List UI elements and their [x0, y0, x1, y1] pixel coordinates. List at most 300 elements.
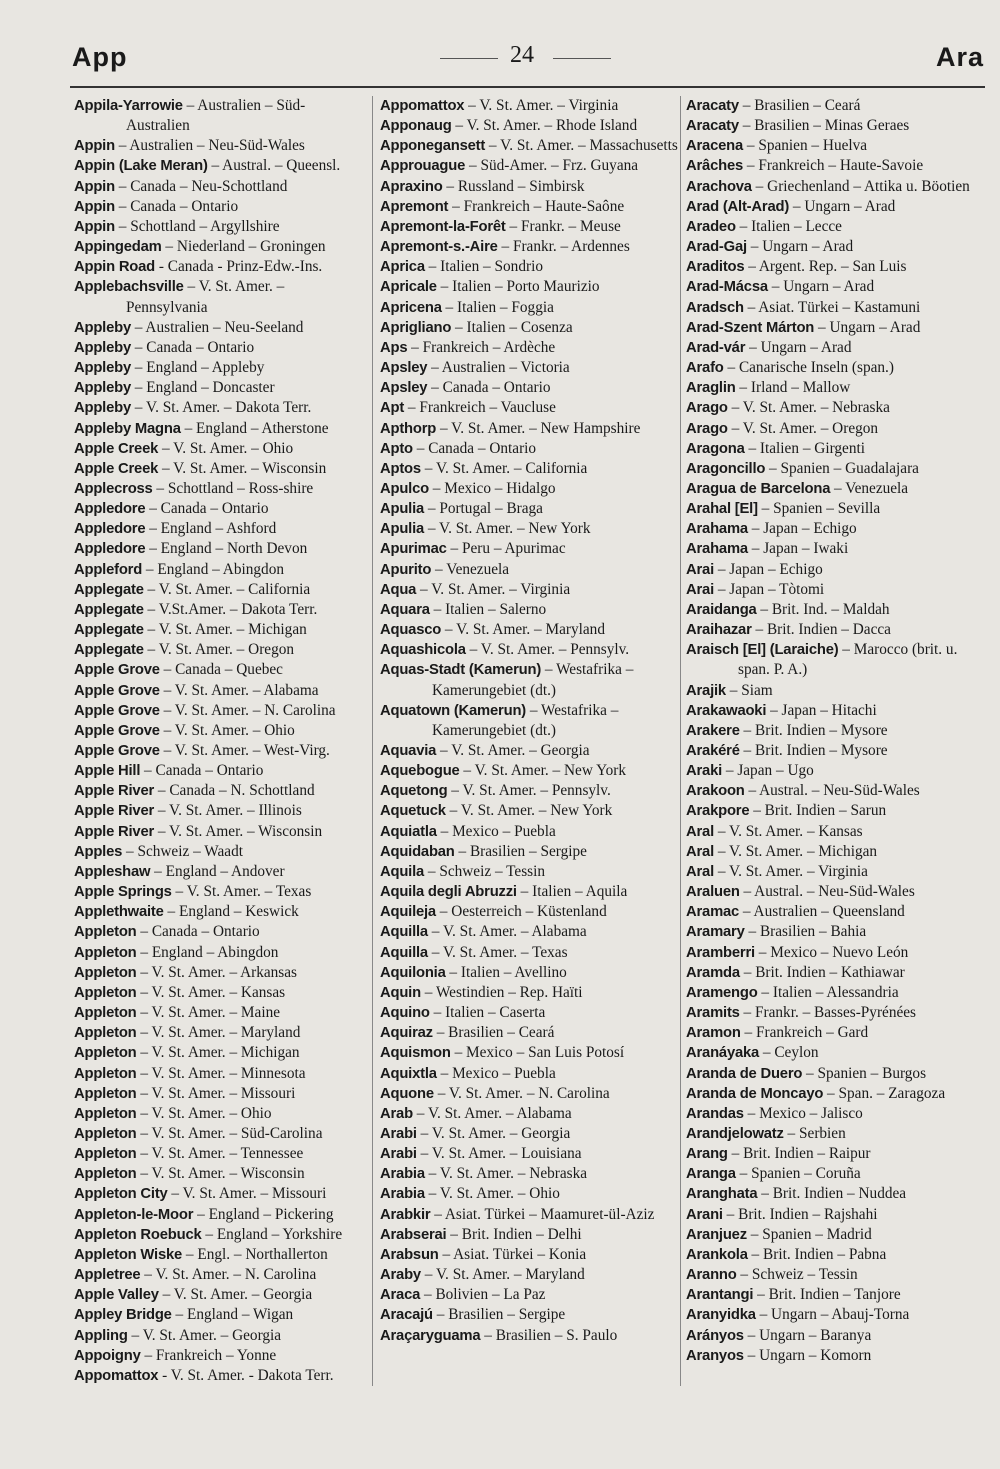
entry-location: – England – Abingdon	[142, 560, 284, 578]
entry-headword: Aramon	[686, 1025, 741, 1042]
entry-location: – Italien – Foggia	[441, 298, 554, 316]
gazetteer-entry	[74, 1346, 364, 1366]
entry-headword: Arahama	[686, 521, 748, 538]
entry-headword: Apulia	[380, 521, 425, 538]
gazetteer-entry	[74, 197, 364, 217]
entry-location: – Frankr. – Meuse	[505, 217, 621, 235]
gazetteer-entry	[74, 781, 364, 801]
entry-location: – Brasilien – Sergipe	[432, 1306, 566, 1324]
entry-headword: Arabsun	[380, 1246, 439, 1263]
entry-location: – Brit. Indien – Nuddea	[757, 1185, 907, 1203]
gazetteer-entry	[686, 1084, 976, 1104]
gazetteer-entry	[686, 560, 976, 580]
entry-headword: Appleton	[74, 1146, 137, 1163]
entry-location: – Frankreich – Vaucluse	[404, 399, 556, 417]
entry-location: – V. St. Amer. – N. Carolina	[433, 1084, 610, 1102]
header-rule-right	[553, 58, 611, 59]
entry-headword: Appleby Magna	[74, 420, 181, 437]
entry-location: – V. St. Amer. – Michigan	[136, 1044, 300, 1062]
gazetteer-entry	[686, 1346, 976, 1366]
entry-headword: Aquin	[380, 984, 421, 1001]
gazetteer-entry	[74, 1104, 364, 1124]
entry-location: – V. St. Amer. – Maryland	[441, 621, 605, 639]
page-header	[0, 38, 1000, 78]
entry-location: – V. St. Amer. – Maine	[136, 1004, 281, 1022]
gazetteer-entry	[74, 1305, 364, 1325]
entry-location: – Schweiz – Waadt	[122, 842, 243, 860]
gazetteer-entry	[380, 378, 680, 398]
entry-headword: Aquebogue	[380, 763, 460, 780]
gazetteer-entry	[74, 963, 364, 983]
gazetteer-entry	[686, 156, 976, 176]
entry-location: – Schweiz – Tessin	[736, 1266, 858, 1284]
entry-headword: Appleton	[74, 944, 137, 961]
entry-headword: Aracaty	[686, 98, 739, 114]
entry-headword: Aquixtla	[380, 1065, 437, 1082]
entry-location: – Westafrika – Kamerungebiet (dt.)	[432, 661, 634, 699]
gazetteer-entry	[74, 1064, 364, 1084]
gazetteer-entry	[686, 1144, 976, 1164]
entry-location: – Canada – Ontario	[427, 379, 551, 397]
entry-headword: Appleford	[74, 561, 143, 578]
entry-headword: Araby	[380, 1267, 421, 1284]
entry-headword: Aquetuck	[380, 803, 446, 820]
gazetteer-entry	[74, 237, 364, 257]
entry-location: – Argent. Rep. – San Luis	[744, 258, 907, 276]
entry-location: – V. St. Amer. – Michigan	[143, 621, 307, 639]
entry-headword: Aragoncillo	[686, 460, 766, 477]
entry-location: – V. St. Amer. – Ohio	[158, 439, 294, 457]
entry-location: – Frankr. – Ardennes	[497, 238, 630, 256]
gazetteer-entry	[380, 136, 680, 156]
entry-location: – England – Abingdon	[136, 943, 279, 961]
entry-location: – Schottland – Ross-shire	[152, 479, 314, 497]
entry-location: – V. St. Amer. – California	[143, 580, 311, 598]
header-divider	[70, 86, 985, 88]
entry-location: – Griechenland – Attika u. Böotien	[751, 177, 970, 195]
entry-location: – Japan – Echigo	[714, 560, 823, 578]
entry-headword: Arabia	[380, 1166, 425, 1183]
entry-location: – Australien – Queensland	[739, 903, 905, 921]
entry-headword: Araditos	[686, 259, 745, 276]
gazetteer-entry	[686, 1225, 976, 1245]
entry-headword: Aquilla	[380, 944, 428, 961]
entry-location: – Ungarn – Abauj-Torna	[755, 1306, 910, 1324]
gazetteer-entry	[380, 156, 680, 176]
entry-location: – Süd-Amer. – Frz. Guyana	[465, 157, 639, 175]
entry-headword: Aquas-Stadt (Kamerun)	[380, 662, 542, 679]
gazetteer-entry	[380, 1305, 680, 1325]
gazetteer-entry	[686, 620, 976, 640]
entry-headword: Araglin	[686, 380, 736, 397]
gazetteer-entry	[74, 1084, 364, 1104]
entry-headword: Araki	[686, 763, 723, 780]
entry-location: – Canada – Quebec	[159, 661, 283, 679]
entry-location: – Ungarn – Arad	[814, 318, 921, 336]
entry-location: – Canada – Ontario	[130, 338, 255, 356]
entry-location: – Brit. Indien – Tanjore	[753, 1286, 901, 1304]
gazetteer-entry	[380, 963, 680, 983]
gazetteer-entry	[686, 1265, 976, 1285]
gazetteer-entry	[686, 1245, 976, 1265]
entry-location: – V. St. Amer. – Illinois	[154, 802, 302, 820]
entry-location: – Irland – Mallow	[735, 379, 851, 397]
entry-location: – Brasilien – S. Paulo	[480, 1326, 618, 1344]
entry-location: – V. St. Amer. – Michigan	[714, 842, 878, 860]
entry-location: – Portugal – Braga	[424, 500, 543, 518]
gazetteer-entry	[380, 116, 680, 136]
gazetteer-entry	[380, 237, 680, 257]
entry-headword: Appin	[74, 138, 115, 155]
gazetteer-entry	[380, 539, 680, 559]
header-rule-left	[440, 58, 498, 59]
gazetteer-entry	[686, 741, 976, 761]
gazetteer-entry	[686, 318, 976, 338]
entry-location: – Brit. Indien – Rajshahi	[722, 1205, 878, 1223]
entry-headword: Arajik	[686, 682, 726, 699]
entry-location: – V. St. Amer. – Georgia	[416, 1124, 571, 1142]
entry-headword: Arad-Gaj	[686, 239, 747, 256]
gazetteer-entry	[686, 499, 976, 519]
entry-headword: Arad (Alt-Arad)	[686, 198, 790, 215]
entry-headword: Aquismon	[380, 1045, 451, 1062]
entry-headword: Applebachsville	[74, 279, 184, 296]
entry-location: – Canada – Ontario	[412, 439, 537, 457]
gazetteer-entry	[74, 660, 364, 680]
gazetteer-entry	[74, 580, 364, 600]
entry-headword: Arányos	[686, 1327, 744, 1344]
entry-location: – Canada – Ontario	[145, 500, 269, 518]
gazetteer-entry	[380, 96, 680, 116]
entry-location: – V. St. Amer. – Virginia	[464, 97, 619, 114]
entry-location: – Frankreich – Haute-Savoie	[743, 157, 924, 175]
gazetteer-entry	[380, 741, 680, 761]
gazetteer-entry	[74, 1164, 364, 1184]
entry-location: – V. St. Amer. – Oregon	[143, 641, 295, 659]
entry-location: – Brit. Indien – Kathiawar	[739, 963, 905, 981]
gazetteer-entry	[686, 237, 976, 257]
entry-headword: Appledore	[74, 521, 146, 538]
entry-headword: Appleby	[74, 339, 131, 356]
gazetteer-entry	[74, 1366, 364, 1386]
entry-location: – Peru – Apurimac	[446, 540, 566, 558]
gazetteer-entry	[74, 801, 364, 821]
entry-location: – Ungarn – Arad	[767, 278, 875, 296]
entry-headword: Aquone	[380, 1085, 434, 1102]
entry-location: – V. St. Amer. – Kansas	[136, 983, 286, 1001]
entry-headword: Appleton	[74, 1025, 137, 1042]
gazetteer-entry	[380, 419, 680, 439]
page-number: 24	[510, 42, 534, 68]
entry-headword: Aquidaban	[380, 843, 455, 860]
entry-location: – Japan – Ugo	[722, 762, 814, 780]
entry-location: – Serbien	[783, 1124, 846, 1142]
entry-headword: Aprica	[380, 259, 425, 276]
entry-headword: Aranyos	[686, 1347, 744, 1364]
gazetteer-entry	[380, 439, 680, 459]
gazetteer-entry	[686, 983, 976, 1003]
entry-headword: Aradsch	[686, 299, 744, 316]
gazetteer-entry	[380, 298, 680, 318]
entry-headword: Appleby	[74, 319, 131, 336]
entry-location: – Canada – Ontario	[114, 197, 239, 215]
entry-headword: Aranno	[686, 1267, 737, 1284]
entry-headword: Arabi	[380, 1146, 417, 1163]
entry-location: – Brit. Indien – Pabna	[747, 1245, 887, 1263]
gazetteer-entry	[74, 96, 364, 136]
entry-location: – V. St. Amer. – Alabama	[159, 681, 319, 699]
entry-location: – V. St. Amer. – Wisconsin	[158, 459, 327, 477]
gazetteer-entry	[380, 398, 680, 418]
entry-headword: Apples	[74, 843, 123, 860]
entry-headword: Appomattox	[380, 98, 465, 114]
gazetteer-entry	[686, 1164, 976, 1184]
entry-location: – Ungarn – Arad	[745, 338, 852, 356]
entry-location: – V. St. Amer. – Wisconsin	[136, 1165, 305, 1183]
gazetteer-entry	[380, 842, 680, 862]
entry-location: – V. St. Amer. – Rhode Island	[451, 117, 638, 135]
entry-headword: Arago	[686, 420, 728, 437]
gazetteer-entry	[74, 136, 364, 156]
entry-headword: Apremont	[380, 198, 449, 215]
entry-location: – Ungarn – Baranya	[743, 1326, 872, 1344]
entry-headword: Appleshaw	[74, 863, 151, 880]
entry-location: – Australien – Süd-Australien	[126, 97, 306, 135]
gazetteer-entry	[380, 701, 680, 741]
entry-location: – Venezuela	[431, 560, 510, 578]
entry-location: – Italien – Sondrio	[424, 258, 543, 276]
gazetteer-entry	[74, 983, 364, 1003]
entry-location: – Brasilien – Ceará	[432, 1024, 555, 1042]
entry-location: – Spanien – Guadalajara	[765, 459, 919, 477]
gazetteer-entry	[74, 1245, 364, 1265]
entry-location: – V. St. Amer. – West-Virg.	[159, 742, 330, 759]
entry-location: – Ungarn – Arad	[746, 238, 854, 256]
entry-headword: Appley Bridge	[74, 1307, 172, 1324]
gazetteer-entry	[74, 519, 364, 539]
gazetteer-entry	[74, 681, 364, 701]
gazetteer-entry	[686, 1023, 976, 1043]
entry-location: – V. St. Amer. – New York	[459, 762, 627, 780]
entry-location: – Mexico – Jalisco	[743, 1104, 863, 1122]
entry-headword: Arago	[686, 400, 728, 417]
gazetteer-entry	[686, 681, 976, 701]
gazetteer-entry	[686, 943, 976, 963]
entry-location: – Brit. Indien – Mysore	[739, 742, 888, 759]
entry-location: – Westindien – Rep. Haïti	[420, 983, 583, 1001]
gazetteer-entry	[74, 822, 364, 842]
entry-headword: Aquino	[380, 1005, 430, 1022]
entry-headword: Arabia	[380, 1186, 425, 1203]
gazetteer-entry	[686, 701, 976, 721]
entry-location: – V. St. Amer. – Dakota Terr.	[130, 399, 312, 417]
gazetteer-entry	[74, 842, 364, 862]
entry-location: – Brit. Indien – Raipur	[727, 1145, 871, 1163]
gazetteer-entry	[74, 539, 364, 559]
entry-headword: Aramary	[686, 924, 745, 941]
entry-headword: Arakawaoki	[686, 702, 767, 719]
gazetteer-entry	[380, 358, 680, 378]
gazetteer-entry	[686, 781, 976, 801]
gazetteer-entry	[380, 983, 680, 1003]
header-right-guideword: Ara	[935, 42, 984, 72]
gazetteer-entry	[380, 1144, 680, 1164]
gazetteer-entry	[686, 882, 976, 902]
entry-location: – V. St. Amer. – Massachusetts	[485, 137, 678, 155]
entry-location: – Italien – Lecce	[735, 217, 842, 235]
entry-headword: Arabi	[380, 1125, 417, 1142]
gazetteer-entry	[380, 640, 680, 660]
entry-headword: Appleton	[74, 1085, 137, 1102]
entry-location: – Brasilien – Sergipe	[454, 842, 587, 860]
entry-location: – V. St. Amer. – Ohio	[424, 1185, 560, 1203]
entry-location: – Schweiz – Tessin	[424, 862, 546, 880]
entry-location: – V. St. Amer. – Minnesota	[136, 1064, 306, 1082]
entry-headword: Apple Grove	[74, 682, 160, 699]
entry-location: – Canada – N. Schottland	[154, 782, 315, 800]
entry-headword: Applegate	[74, 642, 144, 659]
entry-location: – Italien – Porto Maurizio	[436, 278, 600, 296]
entry-location: – Canarische Inseln (span.)	[723, 359, 894, 377]
entry-location: – Italien – Avellino	[445, 963, 567, 981]
entry-location: – Italien – Aquila	[516, 883, 628, 901]
entry-headword: Apricena	[380, 299, 442, 316]
entry-location: – Frankreich – Ardèche	[407, 338, 556, 356]
gazetteer-entry	[380, 1104, 680, 1124]
entry-location: – Mexico – San Luis Potosí	[450, 1044, 625, 1062]
gazetteer-entry	[686, 398, 976, 418]
entry-location: – Span. – Zaragoza	[823, 1084, 946, 1102]
entry-headword: Arabserai	[380, 1226, 447, 1243]
entry-location: – V. St. Amer. – Georgia	[436, 742, 590, 759]
entry-location: – V. St. Amer. – Georgia	[127, 1326, 282, 1344]
entry-location: – England – Wigan	[171, 1306, 294, 1324]
gazetteer-entry	[74, 862, 364, 882]
gazetteer-entry	[686, 600, 976, 620]
gazetteer-entry	[74, 439, 364, 459]
entry-headword: Arabkir	[380, 1206, 431, 1223]
entry-location: – Engl. – Northallerton	[182, 1245, 328, 1263]
gazetteer-entry	[74, 358, 364, 378]
entry-headword: Aranáyaka	[686, 1045, 760, 1062]
entry-headword: Arankola	[686, 1246, 748, 1263]
gazetteer-entry	[74, 741, 364, 761]
entry-headword: Appingedam	[74, 239, 162, 256]
gazetteer-entry	[74, 1265, 364, 1285]
entry-headword: Appin	[74, 178, 115, 195]
entry-headword: Aquiraz	[380, 1025, 433, 1042]
gazetteer-entry	[686, 217, 976, 237]
entry-headword: Arakoon	[686, 783, 745, 800]
gazetteer-entry	[686, 761, 976, 781]
gazetteer-entry	[686, 338, 976, 358]
gazetteer-entry	[686, 922, 976, 942]
gazetteer-entry	[686, 1205, 976, 1225]
entry-headword: Arandjelowatz	[686, 1125, 784, 1142]
entry-location: – Japan – Echigo	[747, 520, 857, 538]
entry-location: – Frankr. – Basses-Pyrénées	[739, 1004, 917, 1022]
gazetteer-entry	[380, 902, 680, 922]
entry-headword: Aracaty	[686, 118, 739, 135]
gazetteer-entry	[74, 277, 364, 317]
entry-headword: Applegate	[74, 581, 144, 598]
gazetteer-entry	[686, 1184, 976, 1204]
gazetteer-entry	[686, 277, 976, 297]
gazetteer-entry	[74, 257, 364, 277]
entry-headword: Appling	[74, 1327, 128, 1344]
entry-headword: Appoigny	[74, 1347, 141, 1364]
gazetteer-entry	[686, 358, 976, 378]
gazetteer-entry	[686, 419, 976, 439]
entry-location: – Marocco (brit. u. span. P. A.)	[738, 641, 958, 679]
entry-headword: Arâches	[686, 158, 744, 175]
entry-headword: Apremont-s.-Aire	[380, 239, 498, 256]
entry-location: – V. St. Amer. – Louisiana	[416, 1145, 582, 1163]
gazetteer-entry	[686, 378, 976, 398]
entry-headword: Araisch [El] (Laraiche)	[686, 642, 839, 659]
gazetteer-entry	[686, 640, 976, 680]
gazetteer-entry	[380, 499, 680, 519]
gazetteer-entry	[380, 882, 680, 902]
column-1	[74, 96, 364, 1386]
entry-headword: Appleton	[74, 1166, 137, 1183]
entry-location: – England – Appleby	[130, 359, 265, 377]
gazetteer-entry	[380, 1164, 680, 1184]
gazetteer-entry	[380, 620, 680, 640]
entry-headword: Apple Valley	[74, 1287, 159, 1304]
entry-headword: Appleby	[74, 360, 131, 377]
entry-headword: Aranga	[686, 1166, 736, 1183]
entry-headword: Aral	[686, 823, 714, 840]
entry-headword: Applecross	[74, 480, 153, 497]
gazetteer-entry	[380, 761, 680, 781]
gazetteer-entry	[686, 136, 976, 156]
column-divider	[372, 96, 373, 1386]
entry-headword: Arad-vár	[686, 339, 746, 356]
entry-headword: Apt	[380, 400, 405, 417]
entry-headword: Aqua	[380, 581, 417, 598]
entry-headword: Apple Creek	[74, 460, 159, 477]
gazetteer-entry	[686, 721, 976, 741]
entry-location: – V. St. Amer. – California	[420, 459, 588, 477]
entry-location: – V. St. Amer. – Texas	[171, 883, 312, 901]
gazetteer-entry	[74, 459, 364, 479]
entry-headword: Applegate	[74, 622, 144, 639]
entry-headword: Araidanga	[686, 601, 757, 618]
gazetteer-entry	[380, 822, 680, 842]
entry-headword: Apurimac	[380, 541, 447, 558]
entry-headword: Appleton	[74, 1125, 137, 1142]
gazetteer-entry	[686, 902, 976, 922]
entry-headword: Appleton	[74, 924, 137, 941]
entry-headword: Apulco	[380, 480, 429, 497]
entry-location: – England – North Devon	[145, 540, 308, 558]
gazetteer-entry	[74, 1326, 364, 1346]
entry-location: – V. St. Amer. – Virginia	[416, 580, 571, 598]
gazetteer-entry	[74, 620, 364, 640]
gazetteer-entry	[380, 660, 680, 700]
entry-location: – Canada – Neu-Schottland	[114, 177, 288, 195]
gazetteer-entry	[74, 1003, 364, 1023]
entry-location: – Mexico – Puebla	[436, 1064, 556, 1082]
gazetteer-entry	[74, 560, 364, 580]
entry-location: – England – Doncaster	[130, 379, 275, 397]
entry-headword: Arani	[686, 1206, 723, 1223]
gazetteer-entry	[74, 1043, 364, 1063]
entry-headword: Aranda de Duero	[686, 1065, 803, 1082]
entry-location: – Westafrika – Kamerungebiet (dt.)	[432, 701, 619, 739]
entry-location: – Asiat. Türkei – Maamuret-ül-Aziz	[430, 1205, 655, 1223]
